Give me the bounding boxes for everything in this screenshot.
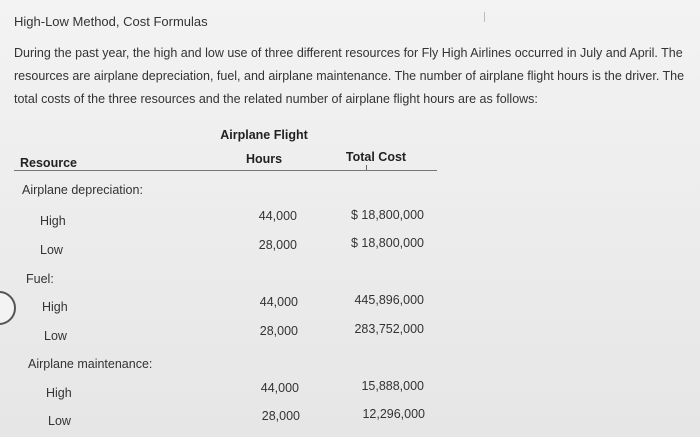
- row-cost-value: 445,896,000: [354, 293, 424, 307]
- row-cost-value: 15,888,000: [361, 379, 424, 393]
- row-level-label: Low: [44, 329, 67, 343]
- group-label-maintenance: Airplane maintenance:: [28, 357, 153, 371]
- header-rule: [14, 170, 437, 171]
- row-hours-value: 44,000: [260, 381, 299, 395]
- row-hours-value: 28,000: [258, 238, 297, 252]
- side-circle-marker: [0, 291, 16, 325]
- row-hours-value: 44,000: [259, 295, 298, 309]
- hours-header-line2: Hours: [245, 152, 283, 166]
- row-level-label: High: [42, 300, 68, 314]
- hours-header-line1: Airplane Flight: [220, 128, 308, 142]
- row-hours-value: 28,000: [261, 409, 300, 423]
- page-title: High-Low Method, Cost Formulas: [14, 14, 208, 29]
- row-cost-value: $ 18,800,000: [351, 236, 424, 250]
- row-cost-value: $ 18,800,000: [351, 208, 424, 222]
- total-cost-header: Total Cost: [345, 150, 407, 164]
- intro-paragraph: During the past year, the high and low use of three different resources for Fly High Airlines occurred in July and April. The resources are airplane depreciation, fuel, and airplane maintenance. The number of airplane flight hours is the driver. The total costs of the three resources and the related number of airplane flight hours are as follows:: [14, 46, 685, 106]
- row-level-label: Low: [40, 243, 63, 257]
- row-level-label: Low: [48, 414, 71, 428]
- row-hours-value: 28,000: [259, 324, 298, 338]
- row-cost-value: 12,296,000: [362, 407, 425, 421]
- row-level-label: High: [40, 214, 66, 228]
- row-level-label: High: [46, 386, 72, 400]
- group-label-fuel: Fuel:: [26, 272, 54, 286]
- row-cost-value: 283,752,000: [354, 322, 424, 336]
- text-cursor-mark: [484, 12, 485, 22]
- resource-header: Resource: [20, 156, 77, 170]
- row-hours-value: 44,000: [258, 209, 297, 223]
- group-label-depreciation: Airplane depreciation:: [22, 183, 143, 197]
